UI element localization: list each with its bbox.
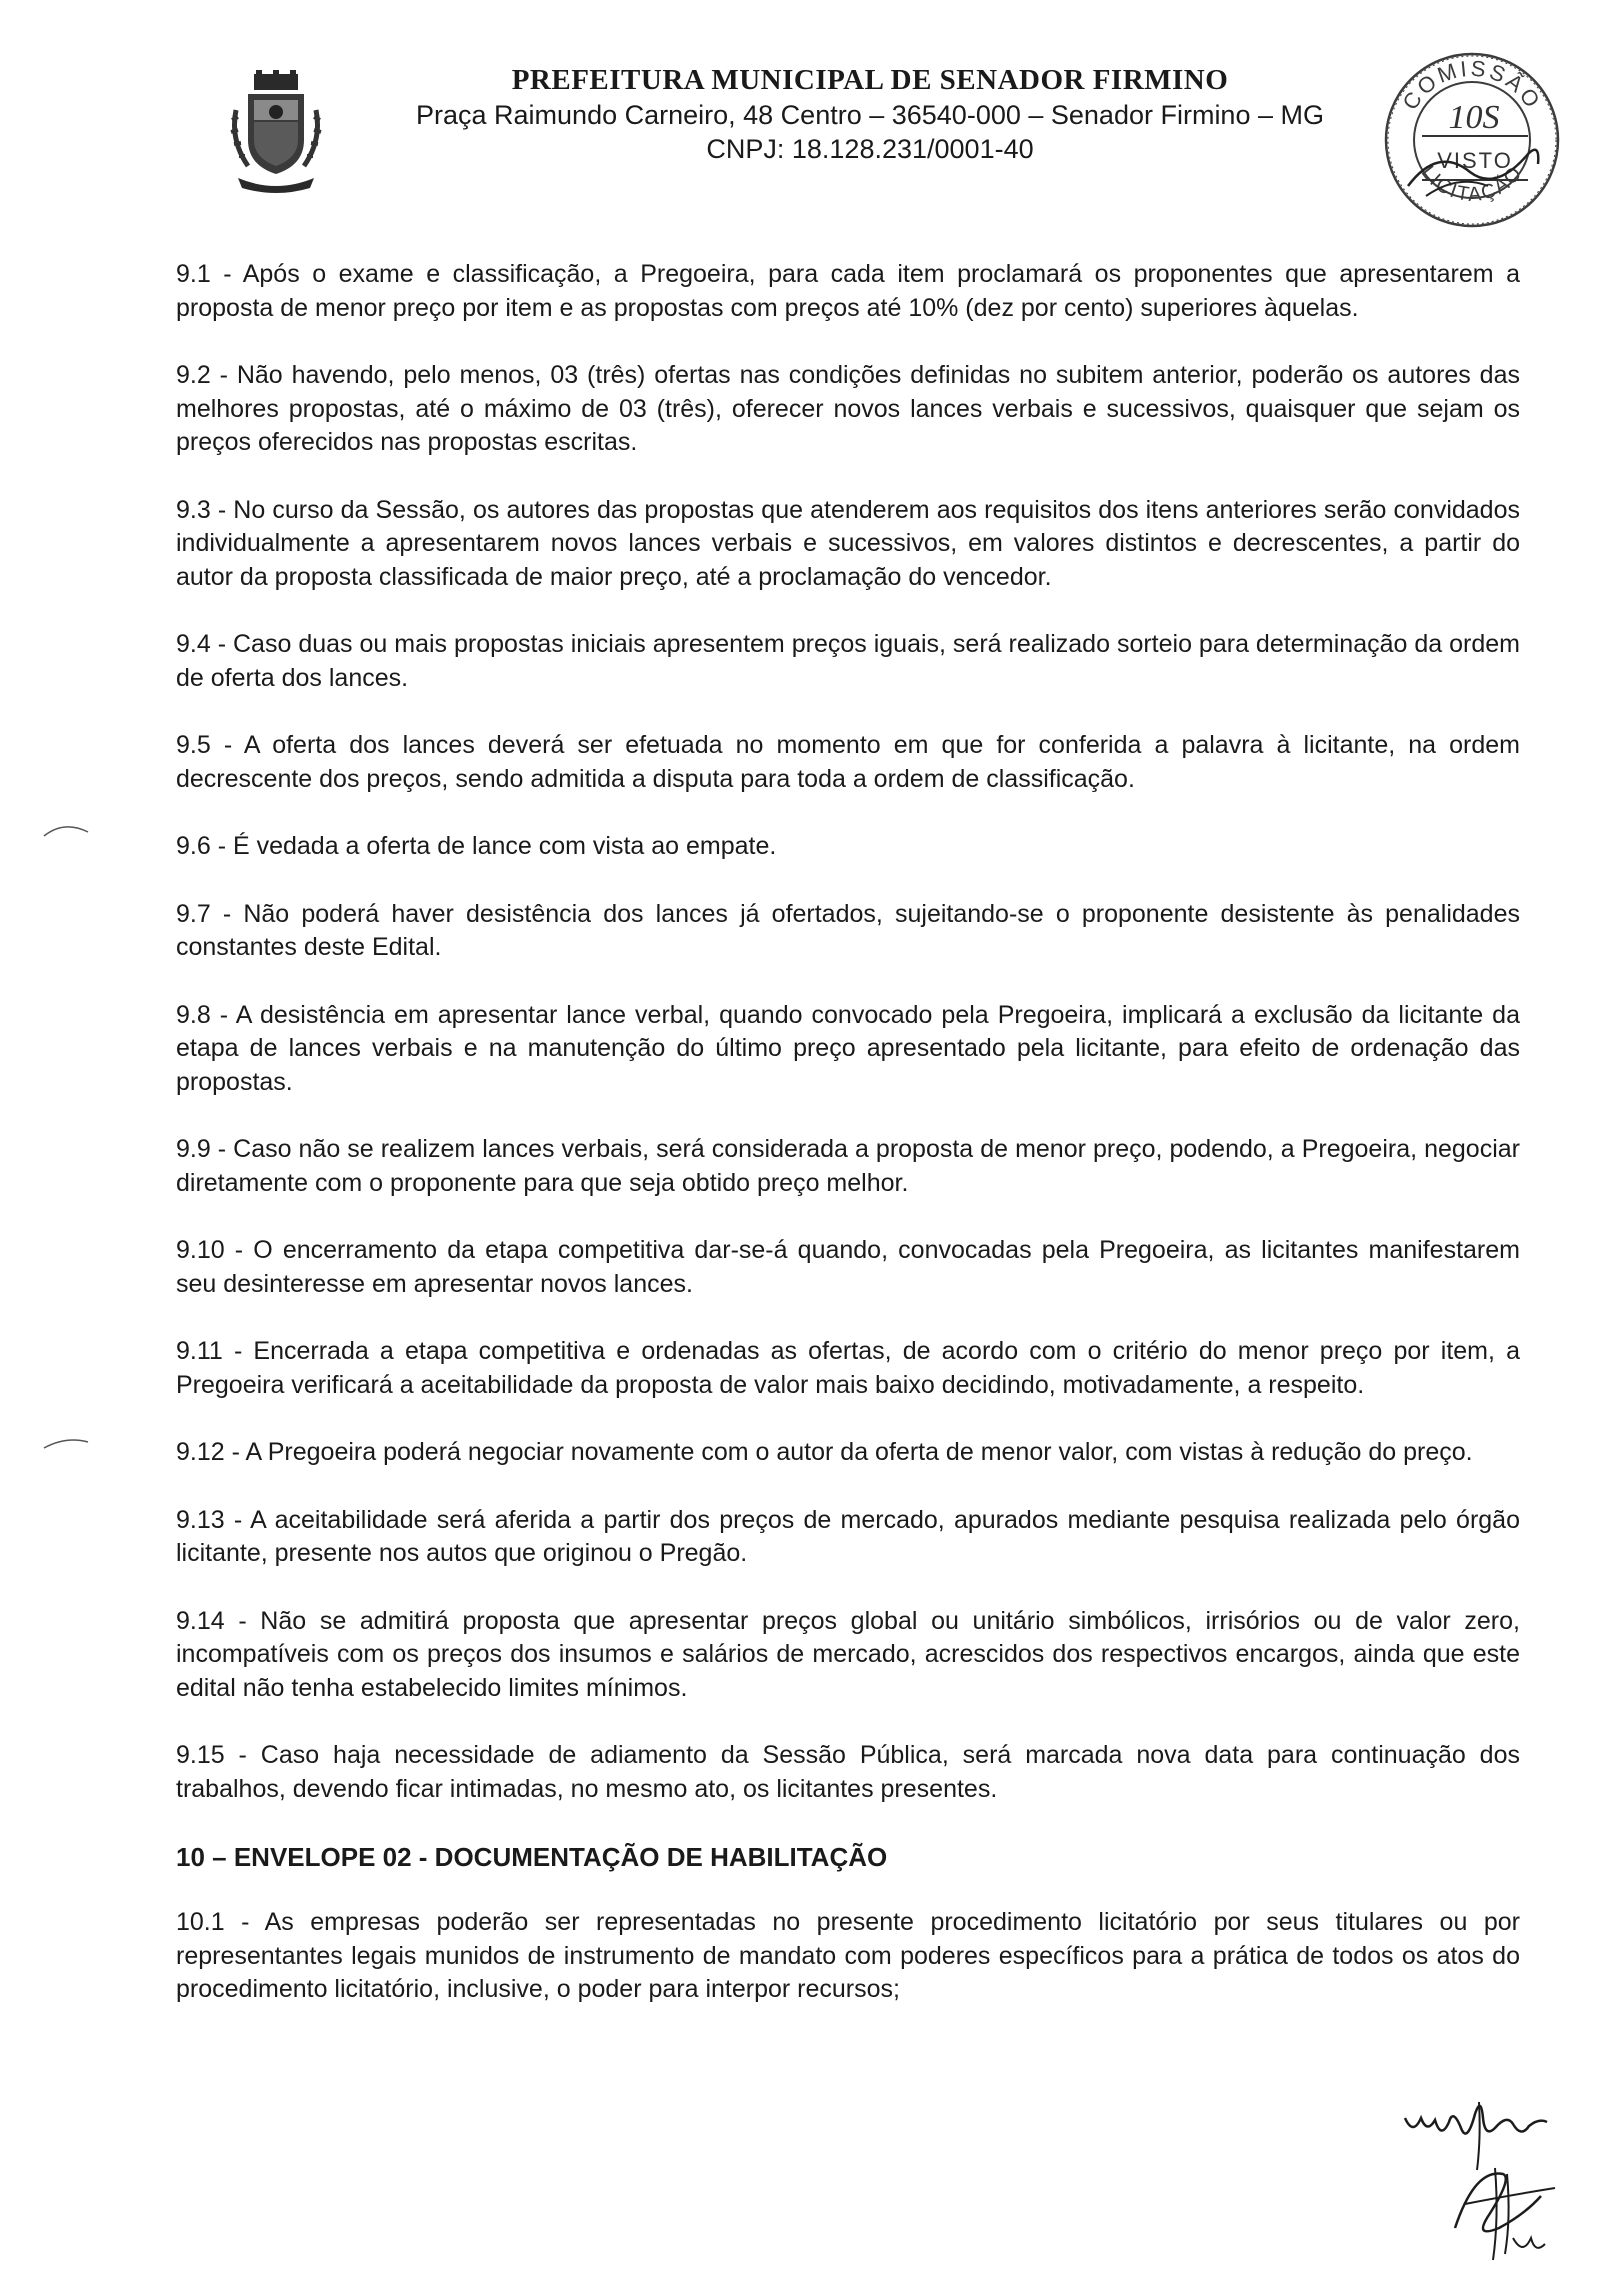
stamp-top-text: COMISSÃO	[1397, 55, 1547, 115]
clause-9-3: 9.3 - No curso da Sessão, os autores das propostas que atenderem aos requisitos dos itens anteriores serão convidados individualmente a apresentarem novos lances verbais e sucessivos, em valores distintos e decrescentes, a partir do autor da proposta classificada de maior preço, até a proclamação do vencedor.	[176, 495, 1520, 591]
clause-9-8: 9.8 - A desistência em apresentar lance verbal, quando convocado pela Pregoeira, implicará a exclusão da licitante da etapa de lances verbais e na manutenção do último preço apresentado pela licitante, para efeito de ordenação das propostas.	[176, 1000, 1520, 1096]
clause-10-1: 10.1 - As empresas poderão ser representadas no presente procedimento licitatório por seus titulares ou por representantes legais munidos de instrumento de mandato com poderes específicos para a prática de todos os atos do procedimento licitatório, inclusive, o poder para interpor recursos;	[176, 1908, 1520, 2003]
handwritten-signature-icon	[1395, 2078, 1570, 2268]
municipality-address: Praça Raimundo Carneiro, 48 Centro – 36540-000 – Senador Firmino – MG	[416, 100, 1324, 130]
clause-9-1: 9.1 - Após o exame e classificação, a Pregoeira, para cada item proclamará os proponentes que apresentarem a proposta de menor preço por item e as propostas com preços até 10% (dez por cento) superiores àquelas.	[176, 260, 1520, 322]
clause-9-6: 9.6 - É vedada a oferta de lance com vista ao empate.	[176, 832, 777, 860]
clause-9-15: 9.15 - Caso haja necessidade de adiamento da Sessão Pública, será marcada nova data para continuação dos trabalhos, devendo ficar intimadas, no mesmo ato, os licitantes presentes.	[176, 1741, 1520, 1803]
margin-scribble-icon	[42, 1432, 92, 1454]
stamp-handwritten-text: 10S	[1448, 99, 1500, 136]
clause-9-13: 9.13 - A aceitabilidade será aferida a partir dos preços de mercado, apurados mediante pesquisa realizada pelo órgão licitante, presente nos autos que originou o Pregão.	[176, 1505, 1520, 1567]
clause-9-14: 9.14 - Não se admitirá proposta que apresentar preços global ou unitário simbólicos, irrisórios ou de valor zero, incompatíveis com os preços dos insumos e salários de mercado, acrescidos dos respectivos encargos, ainda que este edital não tenha estabelecido limites mínimos.	[176, 1606, 1520, 1702]
municipal-coat-of-arms-icon	[226, 70, 326, 195]
stamp-center-text: VISTO	[1437, 148, 1513, 173]
clause-9-12: 9.12 - A Pregoeira poderá negociar novamente com o autor da oferta de menor valor, com vistas à redução do preço.	[176, 1438, 1473, 1466]
stamp-bottom-text: LICITAÇÃO	[1416, 161, 1528, 207]
municipality-cnpj: CNPJ: 18.128.231/0001-40	[706, 134, 1034, 164]
clause-9-11: 9.11 - Encerrada a etapa competitiva e ordenadas as ofertas, de acordo com o critério do menor preço por item, a Pregoeira verificará a aceitabilidade da proposta de valor mais baixo decidindo, motivadamente, a respeito.	[176, 1337, 1520, 1399]
clause-9-4: 9.4 - Caso duas ou mais propostas iniciais apresentem preços iguais, será realizado sorteio para determinação da ordem de oferta dos lances.	[176, 630, 1520, 692]
margin-scribble-icon	[42, 818, 92, 840]
document-header	[0, 0, 1600, 230]
document-body	[176, 258, 1520, 2041]
clause-9-2: 9.2 - Não havendo, pelo menos, 03 (três) ofertas nas condições definidas no subitem anterior, poderão os autores das melhores propostas, até o máximo de 03 (três), oferecer novos lances verbais e sucessivos, quaisquer que sejam os preços oferecidos nas propostas escritas.	[176, 361, 1520, 456]
municipality-title: PREFEITURA MUNICIPAL DE SENADOR FIRMINO	[511, 64, 1229, 96]
section-10-title: 10 – ENVELOPE 02 - DOCUMENTAÇÃO DE HABILITAÇÃO	[176, 1842, 888, 1872]
header-text-block	[380, 62, 1360, 166]
commission-stamp-icon	[1378, 46, 1566, 234]
clause-9-7: 9.7 - Não poderá haver desistência dos lances já ofertados, sujeitando-se o proponente desistente às penalidades constantes deste Edital.	[176, 899, 1520, 961]
clause-9-9: 9.9 - Caso não se realizem lances verbais, será considerada a proposta de menor preço, podendo, a Pregoeira, negociar diretamente com o proponente para que seja obtido preço melhor.	[176, 1135, 1520, 1197]
clause-9-5: 9.5 - A oferta dos lances deverá ser efetuada no momento em que for conferida a palavra à licitante, na ordem decrescente dos preços, sendo admitida a disputa para toda a ordem de classificação.	[176, 731, 1520, 793]
clause-9-10: 9.10 - O encerramento da etapa competitiva dar-se-á quando, convocadas pela Pregoeira, as licitantes manifestarem seu desinteresse em apresentar novos lances.	[176, 1236, 1520, 1298]
